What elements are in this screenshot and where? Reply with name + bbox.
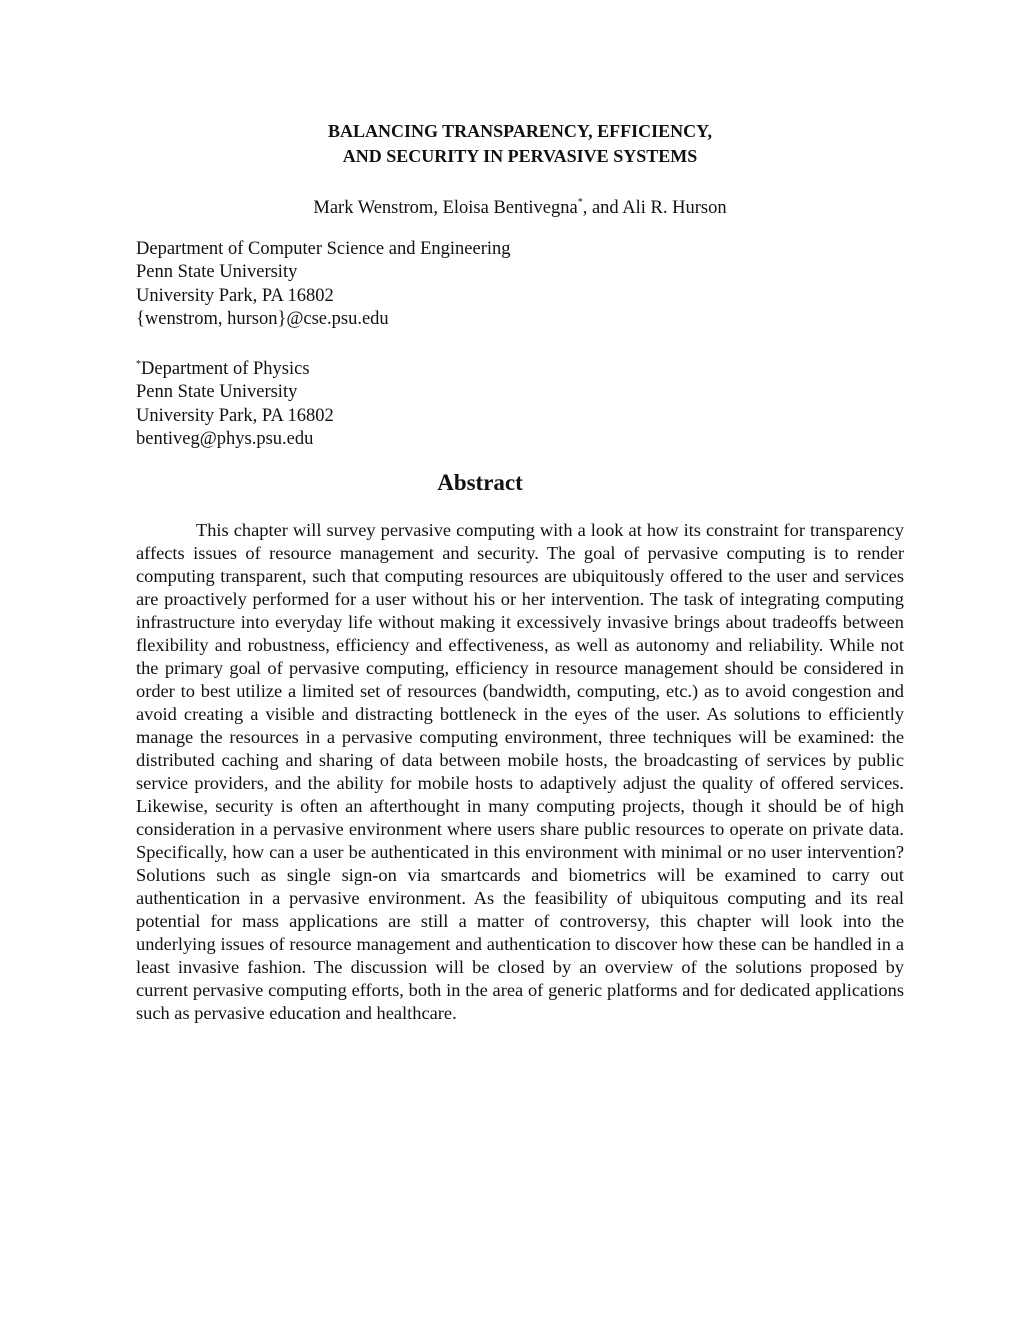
- author-wenstrom: Mark Wenstrom,: [313, 198, 438, 218]
- paper-title-line-2: AND SECURITY IN PERVASIVE SYSTEMS: [342, 146, 698, 166]
- abstract-heading: Abstract: [437, 470, 523, 495]
- author-connector: , and: [582, 198, 619, 218]
- author-hurson: Ali R. Hurson: [622, 198, 727, 218]
- paper-title-line-1: BALANCING TRANSPARENCY, EFFICIENCY,: [327, 121, 713, 141]
- affiliation-physics: [136, 353, 636, 452]
- affiliation-university: Penn State University: [136, 262, 298, 283]
- abstract-text: This chapter will survey pervasive computing with a look at how its constraint for transparency affects issues of resource management and security. The goal of pervasive computing is to render computing transparent, such that computing resources are ubiquitously offered to the user and services are proactively performed for a user without his or her intervention. The task of integrating computing infrastructure into everyday life without making it excessively invasive brings about tradeoffs between flexibility and robustness, efficiency and effectiveness, as well as autonomy and reliability. While not the primary goal of pervasive computing, efficiency in resource management should be considered in order to best utilize a limited set of resources (bandwidth, computing, etc.) as to avoid congestion and avoid creating a visible and distracting bottleneck in the eyes of the user. As solutions to efficiently manage the resources in a pervasive computing environment, three techniques will be examined: the distributed caching and sharing of data between mobile hosts, the broadcasting of services by public service providers, and the ability for mobile hosts to adaptively adjust the quality of offered services. Likewise, security is often an afterthought in many computing projects, though it should be of high consideration in a pervasive environment where users share public resources to operate on private data. Specifically, how can a user be authenticated in this environment with minimal or no user intervention? Solutions such as single sign-on via smartcards and biometrics will be examined to carry out authentication in a pervasive environment. As the feasibility of ubiquitous computing and its real potential for mass applications are still a matter of controversy, this chapter will look into the underlying issues of resource management and authentication to discover how these can be handled in a least invasive fashion. The discussion will be closed by an overview of the solutions proposed by current pervasive computing efforts, both in the area of generic platforms and for dedicated applications such as pervasive education and healthcare.: [136, 520, 904, 1023]
- affiliation-address: University Park, PA 16802: [136, 285, 334, 306]
- affiliation-department: Department of Computer Science and Engineering: [136, 239, 511, 259]
- affiliation-university: Penn State University: [136, 382, 298, 403]
- affiliation-cse: [136, 238, 636, 332]
- author-bentivegna-affiliation-mark: *: [577, 197, 583, 208]
- affiliation-email: bentiveg@phys.psu.edu: [136, 429, 314, 450]
- affiliation-mark: *: [136, 359, 141, 370]
- affiliation-department: *Department of Physics: [136, 359, 310, 379]
- author-bentivegna: Eloisa Bentivegna: [442, 198, 578, 218]
- author-list: [0, 191, 1024, 220]
- affiliation-address: University Park, PA 16802: [136, 405, 334, 426]
- affiliation-email: {wenstrom, hurson}@cse.psu.edu: [136, 309, 389, 330]
